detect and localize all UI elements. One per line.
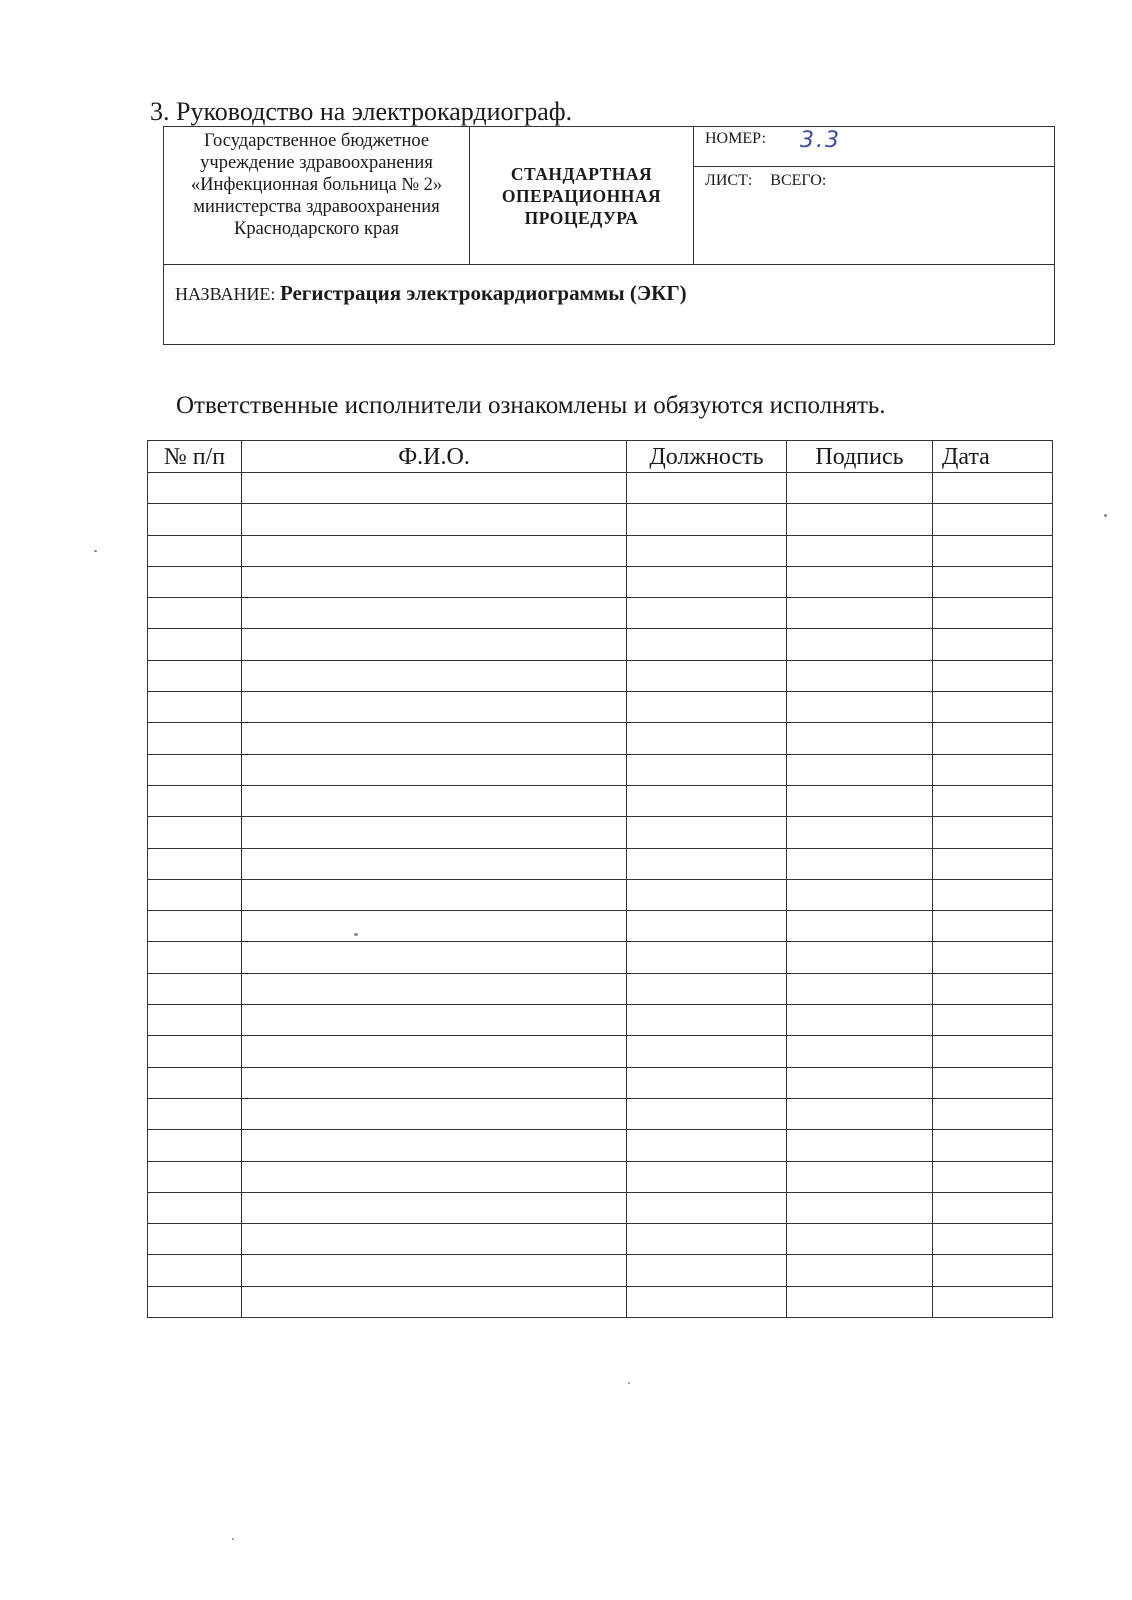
cell-full-name[interactable] [242, 692, 627, 723]
cell-full-name[interactable] [242, 817, 627, 848]
cell-position[interactable] [627, 1255, 787, 1286]
cell-date[interactable] [933, 629, 1053, 660]
sheet-label: ЛИСТ: [705, 172, 753, 189]
number-handwritten-value: 3.3 [800, 128, 841, 153]
cell-number[interactable] [148, 1224, 242, 1255]
cell-full-name[interactable] [242, 1067, 627, 1098]
cell-full-name[interactable] [242, 1161, 627, 1192]
cell-date[interactable] [933, 1286, 1053, 1317]
cell-number[interactable] [148, 723, 242, 754]
cell-full-name[interactable] [242, 1036, 627, 1067]
cell-full-name[interactable] [242, 785, 627, 816]
cell-full-name[interactable] [242, 754, 627, 785]
cell-position[interactable] [627, 1192, 787, 1223]
cell-full-name[interactable] [242, 1286, 627, 1317]
cell-position[interactable] [627, 754, 787, 785]
cell-position[interactable] [627, 848, 787, 879]
cell-number[interactable] [148, 660, 242, 691]
organization-line: Краснодарского края [234, 219, 399, 239]
cell-date[interactable] [933, 848, 1053, 879]
cell-date[interactable] [933, 598, 1053, 629]
cell-date[interactable] [933, 1224, 1053, 1255]
cell-signature[interactable] [787, 1067, 933, 1098]
column-header-number: № п/п [148, 441, 242, 473]
cell-signature[interactable] [787, 1036, 933, 1067]
cell-full-name[interactable] [242, 598, 627, 629]
cell-date[interactable] [933, 973, 1053, 1004]
table-row [148, 598, 1053, 629]
table-row [148, 1192, 1053, 1223]
cell-full-name[interactable] [242, 973, 627, 1004]
cell-date[interactable] [933, 1005, 1053, 1036]
cell-position[interactable] [627, 879, 787, 910]
cell-position[interactable] [627, 566, 787, 597]
scan-speck [1104, 514, 1107, 517]
cell-number[interactable] [148, 1286, 242, 1317]
table-row [148, 1067, 1053, 1098]
cell-date[interactable] [933, 1192, 1053, 1223]
cell-signature[interactable] [787, 535, 933, 566]
cell-position[interactable] [627, 1286, 787, 1317]
table-row [148, 1098, 1053, 1129]
table-row [148, 879, 1053, 910]
cell-position[interactable] [627, 504, 787, 535]
cell-date[interactable] [933, 879, 1053, 910]
cell-full-name[interactable] [242, 1098, 627, 1129]
procedure-name-row [175, 281, 687, 306]
cell-signature[interactable] [787, 1005, 933, 1036]
cell-number[interactable] [148, 473, 242, 504]
organization-line: министерства здравоохранения [193, 197, 440, 217]
cell-signature[interactable] [787, 911, 933, 942]
cell-date[interactable] [933, 1161, 1053, 1192]
sop-header-top-row [164, 127, 1054, 265]
cell-number[interactable] [148, 1005, 242, 1036]
cell-number[interactable] [148, 1255, 242, 1286]
cell-number[interactable] [148, 504, 242, 535]
table-row [148, 817, 1053, 848]
table-row [148, 1161, 1053, 1192]
scan-speck [628, 1382, 630, 1384]
cell-signature[interactable] [787, 1098, 933, 1129]
cell-position[interactable] [627, 817, 787, 848]
sheet-row [694, 167, 1054, 264]
column-header-signature: Подпись [787, 441, 933, 473]
cell-number[interactable] [148, 754, 242, 785]
cell-signature[interactable] [787, 629, 933, 660]
table-row [148, 1286, 1053, 1317]
table-row [148, 1130, 1053, 1161]
table-row [148, 785, 1053, 816]
cell-date[interactable] [933, 535, 1053, 566]
cell-signature[interactable] [787, 848, 933, 879]
cell-number[interactable] [148, 879, 242, 910]
organization-line: Государственное бюджетное [203, 131, 430, 151]
cell-full-name[interactable] [242, 848, 627, 879]
cell-signature[interactable] [787, 1286, 933, 1317]
cell-signature[interactable] [787, 1224, 933, 1255]
table-row [148, 1224, 1053, 1255]
cell-full-name[interactable] [242, 879, 627, 910]
cell-date[interactable] [933, 660, 1053, 691]
column-header-full-name: Ф.И.О. [242, 441, 627, 473]
cell-number[interactable] [148, 598, 242, 629]
table-row [148, 848, 1053, 879]
cell-full-name[interactable] [242, 535, 627, 566]
cell-position[interactable] [627, 973, 787, 1004]
cell-date[interactable] [933, 473, 1053, 504]
cell-signature[interactable] [787, 566, 933, 597]
cell-date[interactable] [933, 754, 1053, 785]
cell-signature[interactable] [787, 973, 933, 1004]
cell-signature[interactable] [787, 879, 933, 910]
cell-signature[interactable] [787, 723, 933, 754]
doc-type-line: ОПЕРАЦИОННАЯ [501, 185, 662, 206]
column-header-position: Должность [627, 441, 787, 473]
cell-full-name[interactable] [242, 1005, 627, 1036]
cell-number[interactable] [148, 692, 242, 723]
cell-full-name[interactable] [242, 473, 627, 504]
cell-full-name[interactable] [242, 629, 627, 660]
cell-position[interactable] [627, 473, 787, 504]
table-row [148, 692, 1053, 723]
procedure-name-value: Регистрация электрокардиограммы (ЭКГ) [279, 281, 687, 305]
cell-number[interactable] [148, 535, 242, 566]
cell-number[interactable] [148, 942, 242, 973]
scan-speck [232, 1538, 234, 1540]
cell-full-name[interactable] [242, 660, 627, 691]
cell-date[interactable] [933, 692, 1053, 723]
cell-date[interactable] [933, 911, 1053, 942]
doc-type-line: ПРОЦЕДУРА [524, 207, 639, 228]
cell-number[interactable] [148, 1130, 242, 1161]
cell-signature[interactable] [787, 785, 933, 816]
cell-position[interactable] [627, 1036, 787, 1067]
cell-position[interactable] [627, 911, 787, 942]
table-row [148, 942, 1053, 973]
number-row [694, 127, 1054, 167]
cell-date[interactable] [933, 566, 1053, 597]
cell-date[interactable] [933, 1036, 1053, 1067]
cell-full-name[interactable] [242, 566, 627, 597]
cell-full-name[interactable] [242, 1192, 627, 1223]
table-row [148, 723, 1053, 754]
cell-number[interactable] [148, 1098, 242, 1129]
cell-signature[interactable] [787, 1161, 933, 1192]
table-row [148, 473, 1053, 504]
cell-full-name[interactable] [242, 723, 627, 754]
cell-position[interactable] [627, 660, 787, 691]
cell-date[interactable] [933, 1098, 1053, 1129]
cell-date[interactable] [933, 1130, 1053, 1161]
table-row [148, 1036, 1053, 1067]
cell-signature[interactable] [787, 1255, 933, 1286]
cell-signature[interactable] [787, 817, 933, 848]
cell-number[interactable] [148, 1067, 242, 1098]
table-row [148, 1255, 1053, 1286]
cell-full-name[interactable] [242, 911, 627, 942]
cell-signature[interactable] [787, 598, 933, 629]
cell-number[interactable] [148, 566, 242, 597]
section-heading: 3. Руководство на электрокардиограф. [150, 97, 573, 126]
cell-signature[interactable] [787, 504, 933, 535]
cell-date[interactable] [933, 723, 1053, 754]
table-row [148, 660, 1053, 691]
organization-line: «Инфекционная больница № 2» [190, 175, 443, 195]
table-row [148, 566, 1053, 597]
cell-number[interactable] [148, 1036, 242, 1067]
table-row [148, 911, 1053, 942]
sop-header-block [163, 126, 1055, 345]
table-body [148, 473, 1053, 1318]
cell-number[interactable] [148, 848, 242, 879]
number-label: НОМЕР: [705, 130, 767, 147]
table-row [148, 754, 1053, 785]
cell-date[interactable] [933, 942, 1053, 973]
cell-signature[interactable] [787, 1130, 933, 1161]
cell-number[interactable] [148, 1161, 242, 1192]
table-row [148, 504, 1053, 535]
cell-signature[interactable] [787, 1192, 933, 1223]
cell-position[interactable] [627, 1067, 787, 1098]
doc-meta-cell [694, 127, 1054, 264]
cell-full-name[interactable] [242, 1224, 627, 1255]
cell-position[interactable] [627, 1161, 787, 1192]
cell-full-name[interactable] [242, 1130, 627, 1161]
acknowledgement-text: Ответственные исполнители ознакомлены и обязуются исполнять. [176, 392, 886, 419]
cell-position[interactable] [627, 1130, 787, 1161]
cell-number[interactable] [148, 817, 242, 848]
cell-position[interactable] [627, 598, 787, 629]
table-row [148, 535, 1053, 566]
procedure-name-label: НАЗВАНИЕ: [175, 284, 276, 304]
cell-date[interactable] [933, 1067, 1053, 1098]
cell-date[interactable] [933, 504, 1053, 535]
table-row [148, 973, 1053, 1004]
cell-position[interactable] [627, 1224, 787, 1255]
cell-date[interactable] [933, 1255, 1053, 1286]
cell-date[interactable] [933, 817, 1053, 848]
cell-date[interactable] [933, 785, 1053, 816]
cell-position[interactable] [627, 942, 787, 973]
cell-position[interactable] [627, 723, 787, 754]
cell-position[interactable] [627, 692, 787, 723]
cell-position[interactable] [627, 629, 787, 660]
column-header-date: Дата [933, 441, 1053, 473]
organization-line: учреждение здравоохранения [200, 153, 433, 173]
table-row [148, 629, 1053, 660]
scan-speck [94, 550, 97, 552]
cell-number[interactable] [148, 911, 242, 942]
cell-signature[interactable] [787, 754, 933, 785]
cell-position[interactable] [627, 535, 787, 566]
total-label: ВСЕГО: [770, 172, 827, 189]
cell-signature[interactable] [787, 473, 933, 504]
cell-signature[interactable] [787, 942, 933, 973]
scan-speck [354, 933, 358, 936]
acknowledgement-table [147, 440, 1053, 1318]
doc-type-cell [470, 127, 694, 264]
cell-position[interactable] [627, 1005, 787, 1036]
cell-signature[interactable] [787, 692, 933, 723]
organization-cell [164, 127, 470, 264]
cell-number[interactable] [148, 629, 242, 660]
cell-full-name[interactable] [242, 942, 627, 973]
cell-signature[interactable] [787, 660, 933, 691]
cell-full-name[interactable] [242, 504, 627, 535]
table-row [148, 1005, 1053, 1036]
doc-type-line: СТАНДАРТНАЯ [510, 163, 653, 184]
cell-full-name[interactable] [242, 1255, 627, 1286]
table-header-row [148, 441, 1053, 473]
cell-number[interactable] [148, 973, 242, 1004]
cell-position[interactable] [627, 785, 787, 816]
cell-position[interactable] [627, 1098, 787, 1129]
cell-number[interactable] [148, 785, 242, 816]
cell-number[interactable] [148, 1192, 242, 1223]
